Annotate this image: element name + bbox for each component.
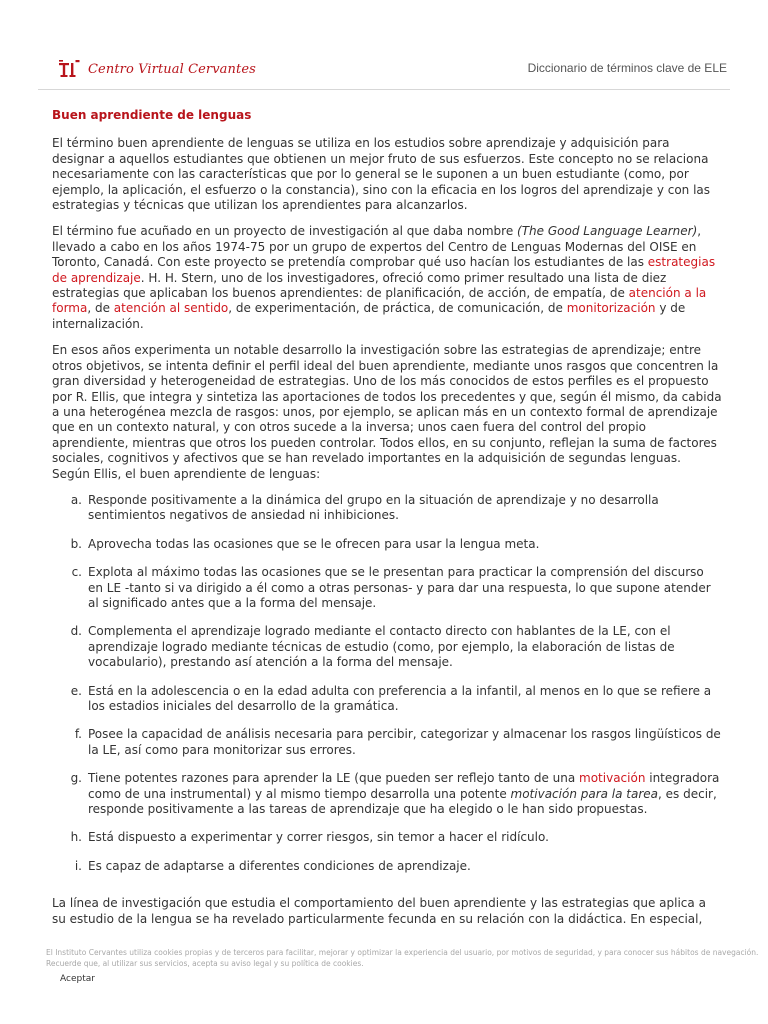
list-marker: b. bbox=[70, 536, 82, 551]
list-item-text: Está en la adolescencia o en la edad adulta con preferencia a la infantil, al menos en lo que se refiere a los estadios iniciales del desarrollo de la gramática. bbox=[88, 683, 712, 713]
link-atencion-al-sentido[interactable]: atención al sentido bbox=[113, 301, 229, 316]
paragraph-2-text: . H. H. Stern, uno de los investigadores, ofreció como primer resultado una lista de diez estrategias que aplicaban los buenos aprendientes: de planificación, de acción, de empatía, de bbox=[52, 270, 667, 301]
brand-name: Centro Virtual Cervantes bbox=[88, 61, 256, 77]
link-monitorizacion[interactable]: monitorización bbox=[566, 301, 656, 316]
paragraph-1: El término buen aprendiente de lenguas se utiliza en los estudios sobre aprendizaje y adquisición para designar a aquellos estudiantes que obtienen un mejor fruto de sus esfuerzos. Este concepto no se relaciona necesariamente con las características que por lo general se le suponen a un buen estudiante (como, por ejemplo, la aplicación, el esfuerzo o la constancia), sino con la eficacia en los logros del aprendizaje y con las estrategias y técnicas que utilizan los aprendientes para alcanzarlos. bbox=[52, 136, 711, 213]
cervantes-logo-icon bbox=[58, 59, 82, 79]
list-marker: f. bbox=[74, 727, 82, 742]
article bbox=[52, 108, 722, 938]
emphasis-text: motivación para la tarea bbox=[510, 786, 659, 801]
paragraph-2-text: , llevado a cabo en los años 1974-75 por un grupo de expertos del Centro de Lenguas Modernas del OISE en Toronto, Canadá. Con este proyecto se pretendía comprobar qué uso hacían los estudiantes de las bbox=[52, 224, 702, 270]
paragraph-last: La línea de investigación que estudia el comportamiento del buen aprendiente y las estrategias que aplica a su estudio de la lengua se ha revelado particularmente fecunda en su relación con la didáctica. En especial, bbox=[52, 896, 706, 926]
paragraph-2-text: , de bbox=[87, 301, 114, 316]
list-item-text: Complementa el aprendizaje logrado mediante el contacto directo con hablantes de la LE, con el aprendizaje logrado mediante técnicas de estudio (como, por ejemplo, la elaboración de listas de vocabulario), prestando así atención a la forma del mensaje. bbox=[88, 624, 675, 670]
list-item bbox=[52, 830, 722, 845]
list-item-text: Es capaz de adaptarse a diferentes condiciones de aprendizaje. bbox=[88, 858, 471, 873]
list-item-text: Tiene potentes razones para aprender la LE (que pueden ser reflejo tanto de una bbox=[88, 771, 580, 786]
paragraph-3: En esos años experimenta un notable desarrollo la investigación sobre las estrategias de aprendizaje; entre otros objetivos, se intenta definir el perfil ideal del buen aprendiente, mediante unos rasgos que concentren la gran diversidad y heterogeneidad de estrategias. Uno de los más conocidos de estos perfiles es el propuesto por R. Ellis, que integra y sintetiza las aportaciones de todos los precedentes y que, según él mismo, da cabida a una heterogénea mezcla de rasgos: unos, por ejemplo, se aplican más en un contexto formal de aprendizaje que en un contexto natural, y con otros sucede a la inversa; unos caen fuera del control del propio aprendiente, mientras que otros los pueden controlar. Todos ellos, en su conjunto, reflejan la suma de factores sociales, cognitivos y afectivos que se han revelado importantes en la adquisición de segundas lenguas. Según Ellis, el buen aprendiente de lenguas: bbox=[52, 343, 722, 481]
list-marker: c. bbox=[71, 565, 82, 580]
list-item-text: Explota al máximo todas las ocasiones que se le presentan para practicar la comprensión del discurso en LE -tanto si va dirigido a él como a otras personas- y para dar una respuesta, lo que supone atender al significado antes que a la forma del mensaje. bbox=[88, 565, 711, 610]
list-item-text: Está dispuesto a experimentar y correr riesgos, sin temor a hacer el ridículo. bbox=[88, 830, 549, 845]
list-marker: e. bbox=[70, 683, 82, 698]
list-item-text: , es decir, responde positivamente a las tareas de aprendizaje que ha elegido o le han sido propuestas. bbox=[88, 786, 717, 817]
ellis-traits-list bbox=[52, 493, 722, 874]
link-estrategias-de-aprendizaje[interactable]: estrategias de aprendizaje bbox=[52, 255, 716, 285]
paragraph-2-text: El término fue acuñado en un proyecto de investigación al que daba nombre bbox=[52, 224, 518, 239]
paragraph-2 bbox=[52, 224, 722, 332]
accept-cookies-button[interactable]: Aceptar bbox=[60, 974, 95, 984]
cookie-banner bbox=[0, 945, 768, 1024]
list-marker: d. bbox=[70, 624, 82, 639]
link-motivacion[interactable]: motivación bbox=[579, 771, 646, 786]
paragraph-2-text: , de experimentación, de práctica, de comunicación, de bbox=[228, 301, 567, 316]
list-item bbox=[52, 771, 722, 817]
cookie-text: El Instituto Cervantes utiliza cookies propias y de terceros para facilitar, mejorar y optimizar la experiencia del usuario, por motivos de seguridad, y para conocer sus hábitos de navegación. Recuerde que, al utilizar sus servicios, acepta su aviso legal y su política de cookies. bbox=[46, 948, 759, 968]
list-marker: g. bbox=[70, 771, 82, 786]
paragraph-2-text: y de internalización. bbox=[52, 301, 686, 331]
link-atencion-a-la-forma[interactable]: atención a la forma bbox=[52, 286, 707, 316]
list-item bbox=[52, 493, 722, 524]
list-marker: a. bbox=[70, 492, 82, 507]
article-title: Buen aprendiente de lenguas bbox=[52, 108, 252, 122]
project-name: (The Good Language Learner) bbox=[517, 224, 698, 239]
list-item bbox=[52, 727, 722, 758]
list-item-text: integradora como de una instrumental) y al mismo tiempo desarrolla una potente bbox=[88, 771, 720, 801]
list-item-text: Posee la capacidad de análisis necesaria para percibir, categorizar y almacenar los rasgos lingüísticos de la LE, así como para monitorizar sus errores. bbox=[88, 727, 721, 757]
list-item-text: Aprovecha todas las ocasiones que se le ofrecen para usar la lengua meta. bbox=[88, 536, 540, 551]
list-item-text: Responde positivamente a la dinámica del grupo en la situación de aprendizaje y no desarrolla sentimientos negativos de ansiedad ni inhibiciones. bbox=[88, 492, 659, 523]
list-item bbox=[52, 565, 722, 611]
list-item bbox=[52, 537, 722, 552]
list-marker: h. bbox=[70, 830, 82, 845]
list-item bbox=[52, 684, 722, 715]
list-item bbox=[52, 624, 722, 670]
list-marker: i. bbox=[74, 858, 82, 873]
site-logo[interactable] bbox=[58, 58, 256, 80]
list-item bbox=[52, 859, 722, 874]
site-header bbox=[38, 52, 730, 90]
section-title[interactable]: Diccionario de términos clave de ELE bbox=[527, 61, 727, 75]
